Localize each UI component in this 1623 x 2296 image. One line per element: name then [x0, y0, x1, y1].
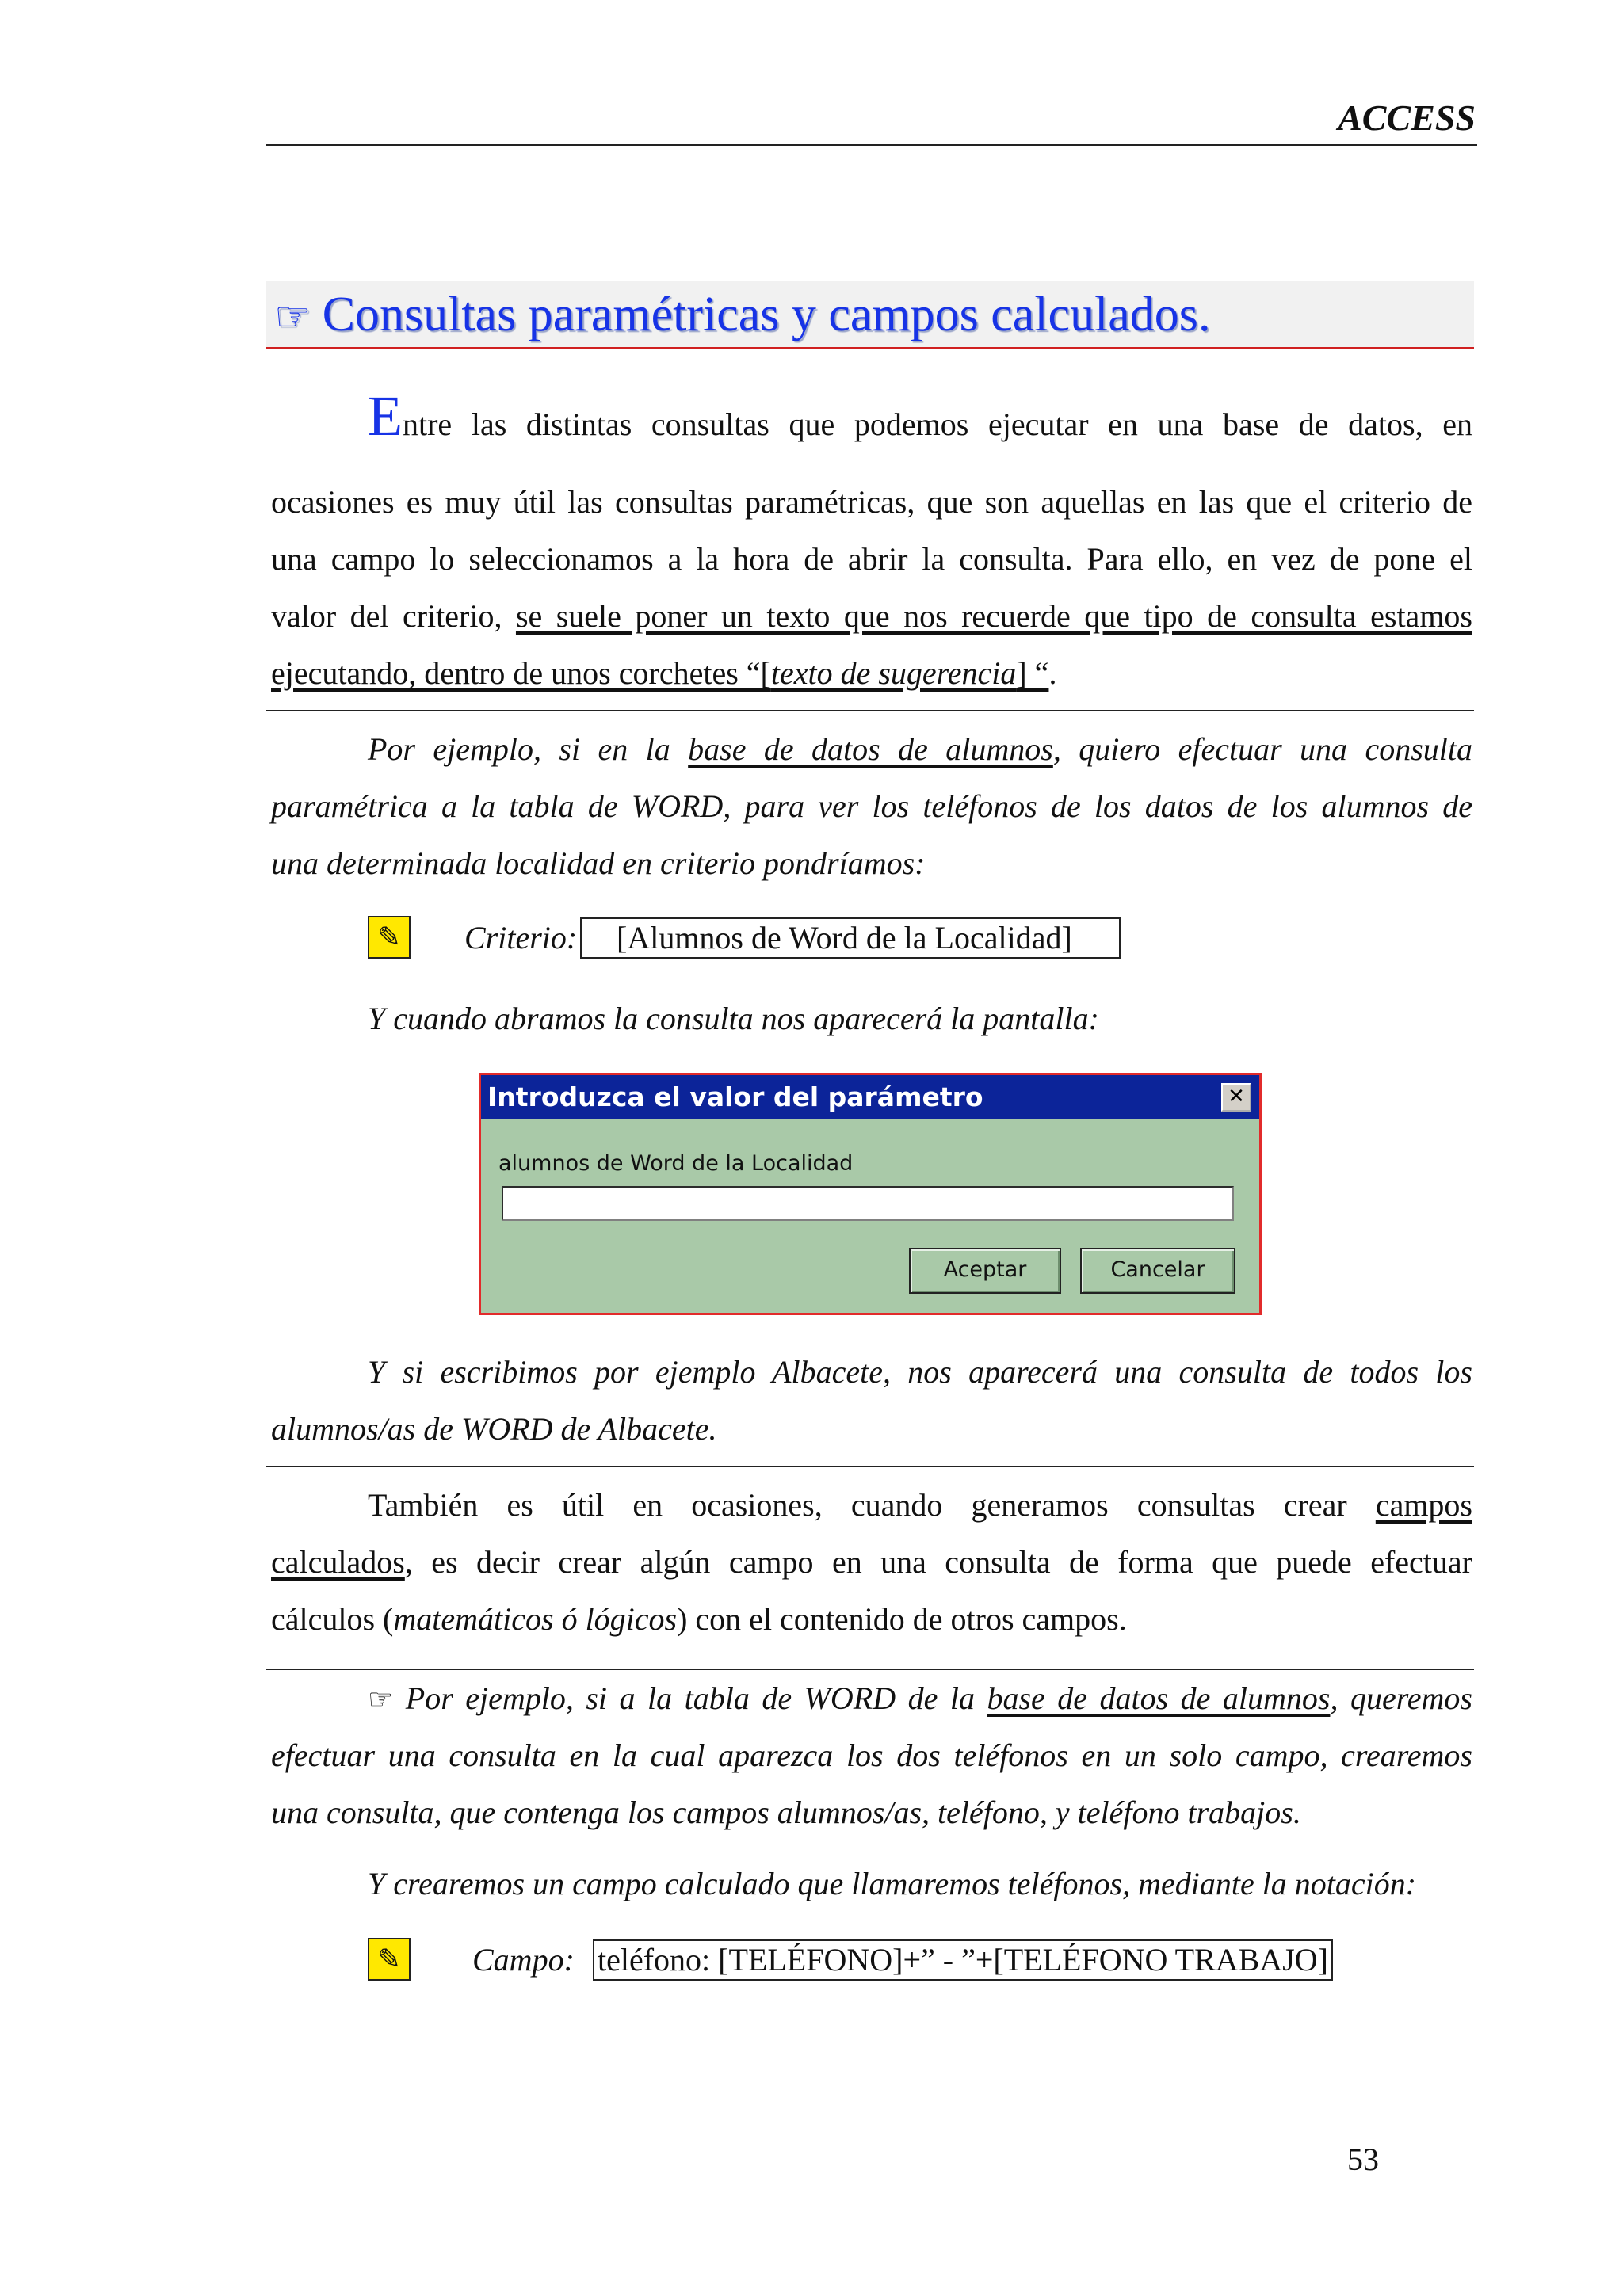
cancel-button[interactable]: Cancelar	[1080, 1248, 1235, 1294]
campo-value-box: teléfono: [TELÉFONO]+” - ”+[TELÉFONO TRABAJO]	[593, 1939, 1333, 1981]
example1-line-2: paramétrica a la tabla de WORD, para ver los teléfonos de los datos de los alumnos de	[271, 788, 1472, 824]
criterio-value-box: [Alumnos de Word de la Localidad]	[580, 917, 1121, 959]
intro-text-5c: ] “	[1016, 655, 1049, 691]
ok-button[interactable]: Aceptar	[909, 1248, 1061, 1294]
running-header-title: ACCESS	[1338, 97, 1476, 138]
calc-line-2	[271, 1534, 1472, 1591]
pointing-hand-icon: ☞	[274, 295, 311, 340]
example2-line-1	[368, 1670, 1472, 1728]
example2-text-1b: base de datos de alumnos	[987, 1680, 1331, 1716]
page-number: 53	[1347, 2142, 1379, 2177]
calc-line-3	[271, 1591, 1472, 1648]
section-heading	[274, 281, 1210, 348]
separator-1	[266, 710, 1474, 711]
intro-line-3: una campo lo seleccionamos a la hora de abrir la consulta. Para ello, en vez de pone el	[271, 541, 1472, 577]
campo-label: Campo:	[472, 1942, 575, 1978]
pin-icon: ✎	[368, 1938, 411, 1981]
dropcap: E	[368, 384, 403, 448]
header-rule	[266, 144, 1477, 146]
result-line-1: Y si escribimos por ejemplo Albacete, nos aparecerá una consulta de todos los	[368, 1354, 1472, 1390]
pin-icon: ✎	[368, 916, 411, 959]
dialog-prompt: alumnos de Word de la Localidad	[498, 1151, 854, 1176]
example2-text-1a: Por ejemplo, si a la tabla de WORD de la	[393, 1680, 987, 1716]
calc-text-3b: matemáticos ó lógicos	[393, 1601, 678, 1637]
example1-text-1b: base de datos de alumnos	[688, 731, 1053, 767]
example2-line-3: una consulta, que contenga los campos alumnos/as, teléfono, y teléfono trabajos.	[271, 1794, 1301, 1830]
section-heading-text: Consultas paramétricas y campos calculados.	[322, 288, 1211, 341]
example1-text-1a: Por ejemplo, si en la	[368, 731, 689, 767]
example1-line-3: una determinada localidad en criterio pondríamos:	[271, 845, 926, 881]
close-icon[interactable]: ✕	[1221, 1083, 1251, 1112]
dialog-title: Introduzca el valor del parámetro	[481, 1075, 1259, 1119]
intro-text-5b: texto de sugerencia	[770, 655, 1017, 691]
example2-line-4: Y crearemos un campo calculado que llamaremos teléfonos, mediante la notación:	[368, 1866, 1417, 1901]
parameter-dialog	[479, 1073, 1262, 1315]
intro-line-5	[271, 645, 1472, 702]
intro-line-4	[271, 588, 1472, 645]
intro-text-1: ntre las distintas consultas que podemos ejecutar en una base de datos, en	[402, 406, 1472, 442]
pointing-hand-icon: ☞	[368, 1684, 394, 1715]
calc-line-1	[368, 1477, 1472, 1534]
intro-text-4b: se suele poner un texto que nos recuerde que tipo de consulta estamos	[515, 598, 1472, 634]
calc-text-1a: También es útil en ocasiones, cuando generamos consultas crear	[368, 1487, 1376, 1523]
intro-text-5a: ejecutando, dentro de unos corchetes “[	[271, 655, 771, 691]
intro-line-1	[368, 384, 1472, 453]
calc-text-3c: ) con el contenido de otros campos.	[677, 1601, 1127, 1637]
result-line-2: alumnos/as de WORD de Albacete.	[271, 1411, 717, 1447]
calc-text-1b: campos	[1375, 1487, 1472, 1523]
criterio-label: Criterio:	[464, 920, 578, 955]
intro-text-4a: valor del criterio,	[271, 598, 516, 634]
example1-text-1c: , quiero efectuar una consulta	[1052, 731, 1472, 767]
parameter-input[interactable]	[502, 1186, 1234, 1221]
example1-line-1	[368, 721, 1472, 778]
intro-line-2: ocasiones es muy útil las consultas paramétricas, que son aquellas en las que el criterio de	[271, 484, 1472, 520]
screen-intro: Y cuando abramos la consulta nos aparecerá la pantalla:	[368, 1001, 1099, 1036]
calc-text-2b: , es decir crear algún campo en una consulta de forma que puede efectuar	[404, 1544, 1472, 1580]
calc-text-3a: cálculos (	[271, 1601, 394, 1637]
separator-2	[266, 1466, 1474, 1467]
example2-text-1c: , queremos	[1330, 1680, 1472, 1716]
intro-text-5d: .	[1048, 655, 1057, 691]
calc-text-2a: calculados	[271, 1544, 405, 1580]
example2-line-2: efectuar una consulta en la cual aparezca los dos teléfonos en un solo campo, crearemos	[271, 1737, 1472, 1773]
